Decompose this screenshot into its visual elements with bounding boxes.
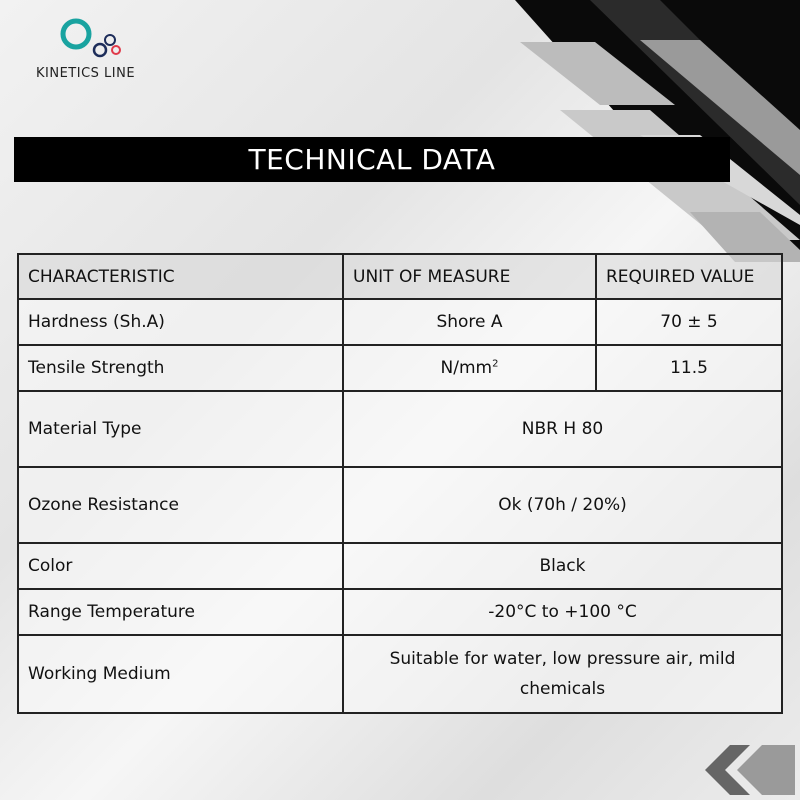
row-characteristic: Range Temperature <box>18 589 343 635</box>
double-chevron-left-icon <box>700 740 800 800</box>
header-required-value: REQUIRED VALUE <box>596 254 782 299</box>
unit-superscript: 2 <box>492 358 499 370</box>
technical-data-table <box>17 253 783 714</box>
row-unit: Shore A <box>343 299 596 345</box>
row-value: 70 ± 5 <box>596 299 782 345</box>
row-characteristic: Color <box>18 543 343 589</box>
row-merged-value: Black <box>343 543 782 589</box>
row-merged-value: NBR H 80 <box>343 391 782 467</box>
table-header-row <box>18 254 782 299</box>
table-row <box>18 589 782 635</box>
brand-name: KINETICS LINE <box>36 66 136 81</box>
table-row <box>18 635 782 713</box>
page-title: TECHNICAL DATA <box>14 137 730 182</box>
header-characteristic: CHARACTERISTIC <box>18 254 343 299</box>
table-row <box>18 543 782 589</box>
table-row <box>18 391 782 467</box>
three-rings-logo-icon <box>60 14 140 66</box>
brand-logo <box>36 14 166 84</box>
table-row <box>18 467 782 543</box>
row-characteristic: Working Medium <box>18 635 343 713</box>
row-characteristic: Material Type <box>18 391 343 467</box>
row-characteristic: Tensile Strength <box>18 345 343 391</box>
row-value: 11.5 <box>596 345 782 391</box>
row-merged-value: -20°C to +100 °C <box>343 589 782 635</box>
row-unit <box>343 345 596 391</box>
table-row <box>18 345 782 391</box>
row-characteristic: Hardness (Sh.A) <box>18 299 343 345</box>
row-characteristic: Ozone Resistance <box>18 467 343 543</box>
unit-text: N/mm <box>440 358 493 378</box>
row-merged-value: Ok (70h / 20%) <box>343 467 782 543</box>
row-merged-value: Suitable for water, low pressure air, mild chemicals <box>343 635 782 713</box>
table-row <box>18 299 782 345</box>
header-unit-of-measure: UNIT OF MEASURE <box>343 254 596 299</box>
